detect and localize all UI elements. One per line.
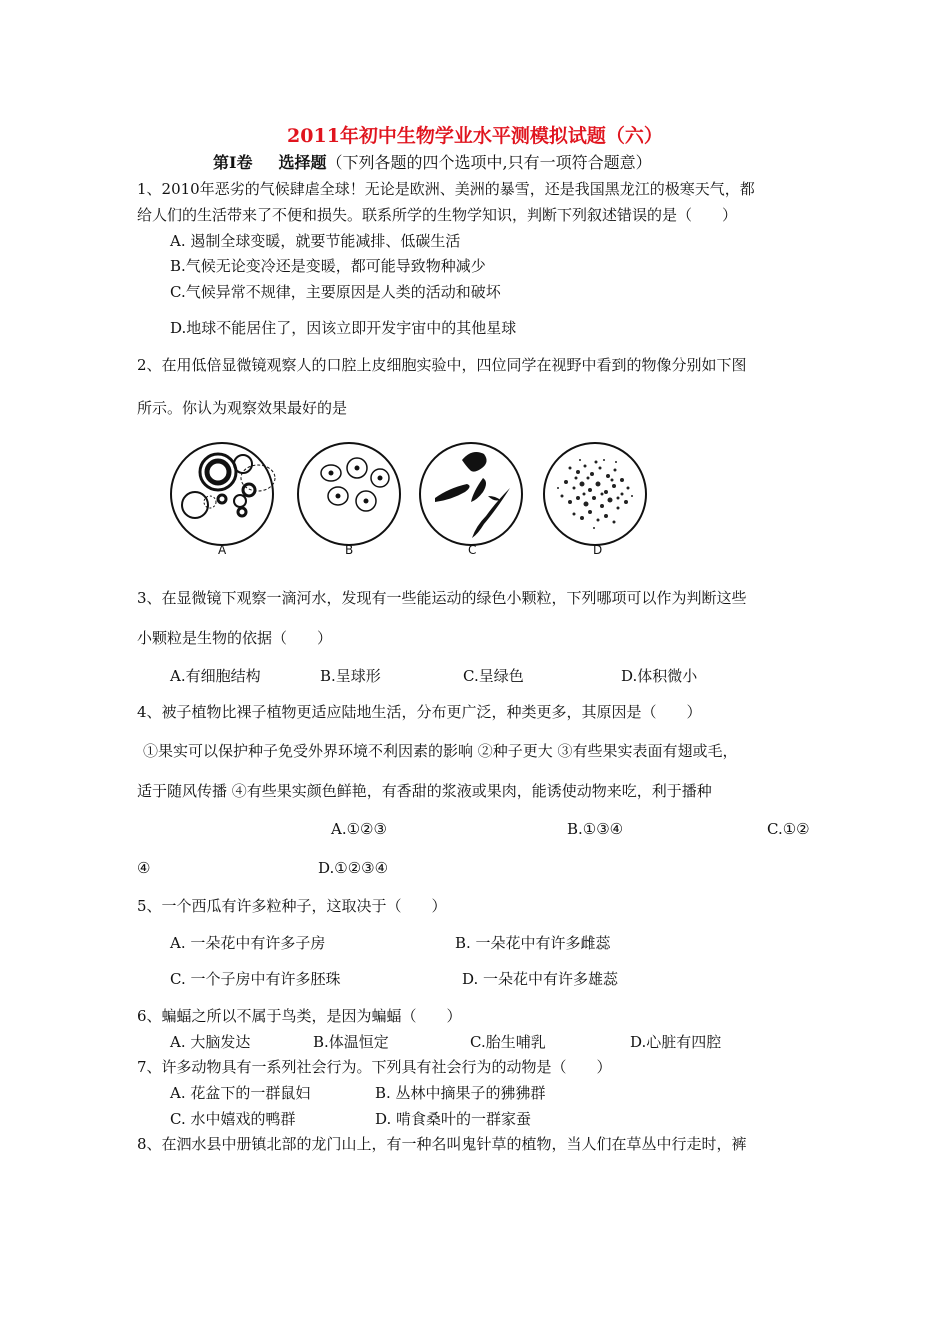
q6-option-a: A. 大脑发达 xyxy=(170,1033,251,1051)
figure-label-a: A xyxy=(218,543,227,557)
exam-title: 2011年初中生物学业水平测模拟试题（六） xyxy=(287,125,663,147)
q3-option-b: B.呈球形 xyxy=(320,667,381,685)
figure-label-d: D xyxy=(593,543,603,557)
q7-option-b: B. 丛林中摘果子的狒狒群 xyxy=(375,1084,546,1102)
q5-option-b: B. 一朵花中有许多雌蕊 xyxy=(455,934,611,952)
q7-option-c: C. 水中嬉戏的鸭群 xyxy=(170,1110,296,1128)
q3-stem-line2: 小颗粒是生物的依据（ ） xyxy=(137,629,333,647)
q7-option-d: D. 啃食桑叶的一群家蚕 xyxy=(375,1110,532,1128)
q5-option-d: D. 一朵花中有许多雄蕊 xyxy=(462,970,619,988)
microscope-view-b xyxy=(298,443,400,545)
q5-stem: 5、一个西瓜有许多粒种子，这取决于（ ） xyxy=(137,897,447,915)
q3-option-c: C.呈绿色 xyxy=(463,667,524,685)
q4-stem-line2: ①果实可以保护种子免受外界环境不利因素的影响 ②种子更大 ③有些果实表面有翅或毛， xyxy=(143,742,738,760)
q2-stem-line2: 所示。你认为观察效果最好的是 xyxy=(137,399,348,417)
microscope-view-figure xyxy=(170,438,650,560)
q1-option-c: C.气候异常不规律，主要原因是人类的活动和破坏 xyxy=(170,283,501,301)
q4-option-b: B.①③④ xyxy=(567,820,624,838)
section-type: 选择题 xyxy=(278,153,327,172)
figure-label-b: B xyxy=(345,543,354,557)
q4-option-a: A.①②③ xyxy=(331,820,387,838)
q5-option-c: C. 一个子房中有许多胚珠 xyxy=(170,970,341,988)
q4-option-d: D.①②③④ xyxy=(318,859,389,877)
q4-stem-line1: 4、被子植物比裸子植物更适应陆地生活，分布更广泛，种类更多，其原因是（ ） xyxy=(137,703,702,721)
q4-option-c: C.①② xyxy=(767,820,810,838)
q7-option-a: A. 花盆下的一群鼠妇 xyxy=(170,1084,311,1102)
q1-stem-line2: 给人们的生活带来了不便和损失。联系所学的生物学知识，判断下列叙述错误的是（ ） xyxy=(137,206,738,224)
microscope-view-d xyxy=(544,443,646,545)
q6-option-b: B.体温恒定 xyxy=(313,1033,389,1051)
q1-stem-line1: 1、2010年恶劣的气候肆虐全球！无论是欧洲、美洲的暴雪，还是我国黑龙江的极寒天气，都 xyxy=(137,180,755,198)
figure-label-c: C xyxy=(468,543,477,557)
q1-option-b: B.气候无论变冷还是变暖，都可能导致物种减少 xyxy=(170,257,486,275)
microscope-view-c xyxy=(420,443,522,545)
q4-stem-line3: 适于随风传播 ④有些果实颜色鲜艳，有香甜的浆液或果肉，能诱使动物来吃，利于播种 xyxy=(137,782,712,800)
q8-stem-line1: 8、在泗水县中册镇北部的龙门山上，有一种名叫鬼针草的植物，当人们在草丛中行走时，裤 xyxy=(137,1135,747,1153)
section-note: （下列各题的四个选项中,只有一项符合题意） xyxy=(326,153,652,172)
q7-stem: 7、许多动物具有一系列社会行为。下列具有社会行为的动物是（ ） xyxy=(137,1058,612,1076)
q3-option-d: D.体积微小 xyxy=(621,667,698,685)
q6-option-d: D.心脏有四腔 xyxy=(630,1033,722,1051)
q4-option-c-continued: ④ xyxy=(137,859,151,877)
q1-option-d: D.地球不能居住了，因该立即开发宇宙中的其他星球 xyxy=(170,319,517,337)
q6-option-c: C.胎生哺乳 xyxy=(470,1033,546,1051)
q6-stem: 6、蝙蝠之所以不属于鸟类，是因为蝙蝠（ ） xyxy=(137,1007,462,1025)
microscope-view-a xyxy=(171,443,275,545)
section-name: 第Ⅰ卷 xyxy=(213,153,253,172)
q5-option-a: A. 一朵花中有许多子房 xyxy=(170,934,326,952)
section-heading xyxy=(213,152,652,174)
q3-stem-line1: 3、在显微镜下观察一滴河水，发现有一些能运动的绿色小颗粒，下列哪项可以作为判断这些 xyxy=(137,589,747,607)
q2-stem-line1: 2、在用低倍显微镜观察人的口腔上皮细胞实验中，四位同学在视野中看到的物像分别如下图 xyxy=(137,356,747,374)
q1-option-a: A. 遏制全球变暖，就要节能减排、低碳生活 xyxy=(170,232,461,250)
q3-option-a: A.有细胞结构 xyxy=(170,667,261,685)
